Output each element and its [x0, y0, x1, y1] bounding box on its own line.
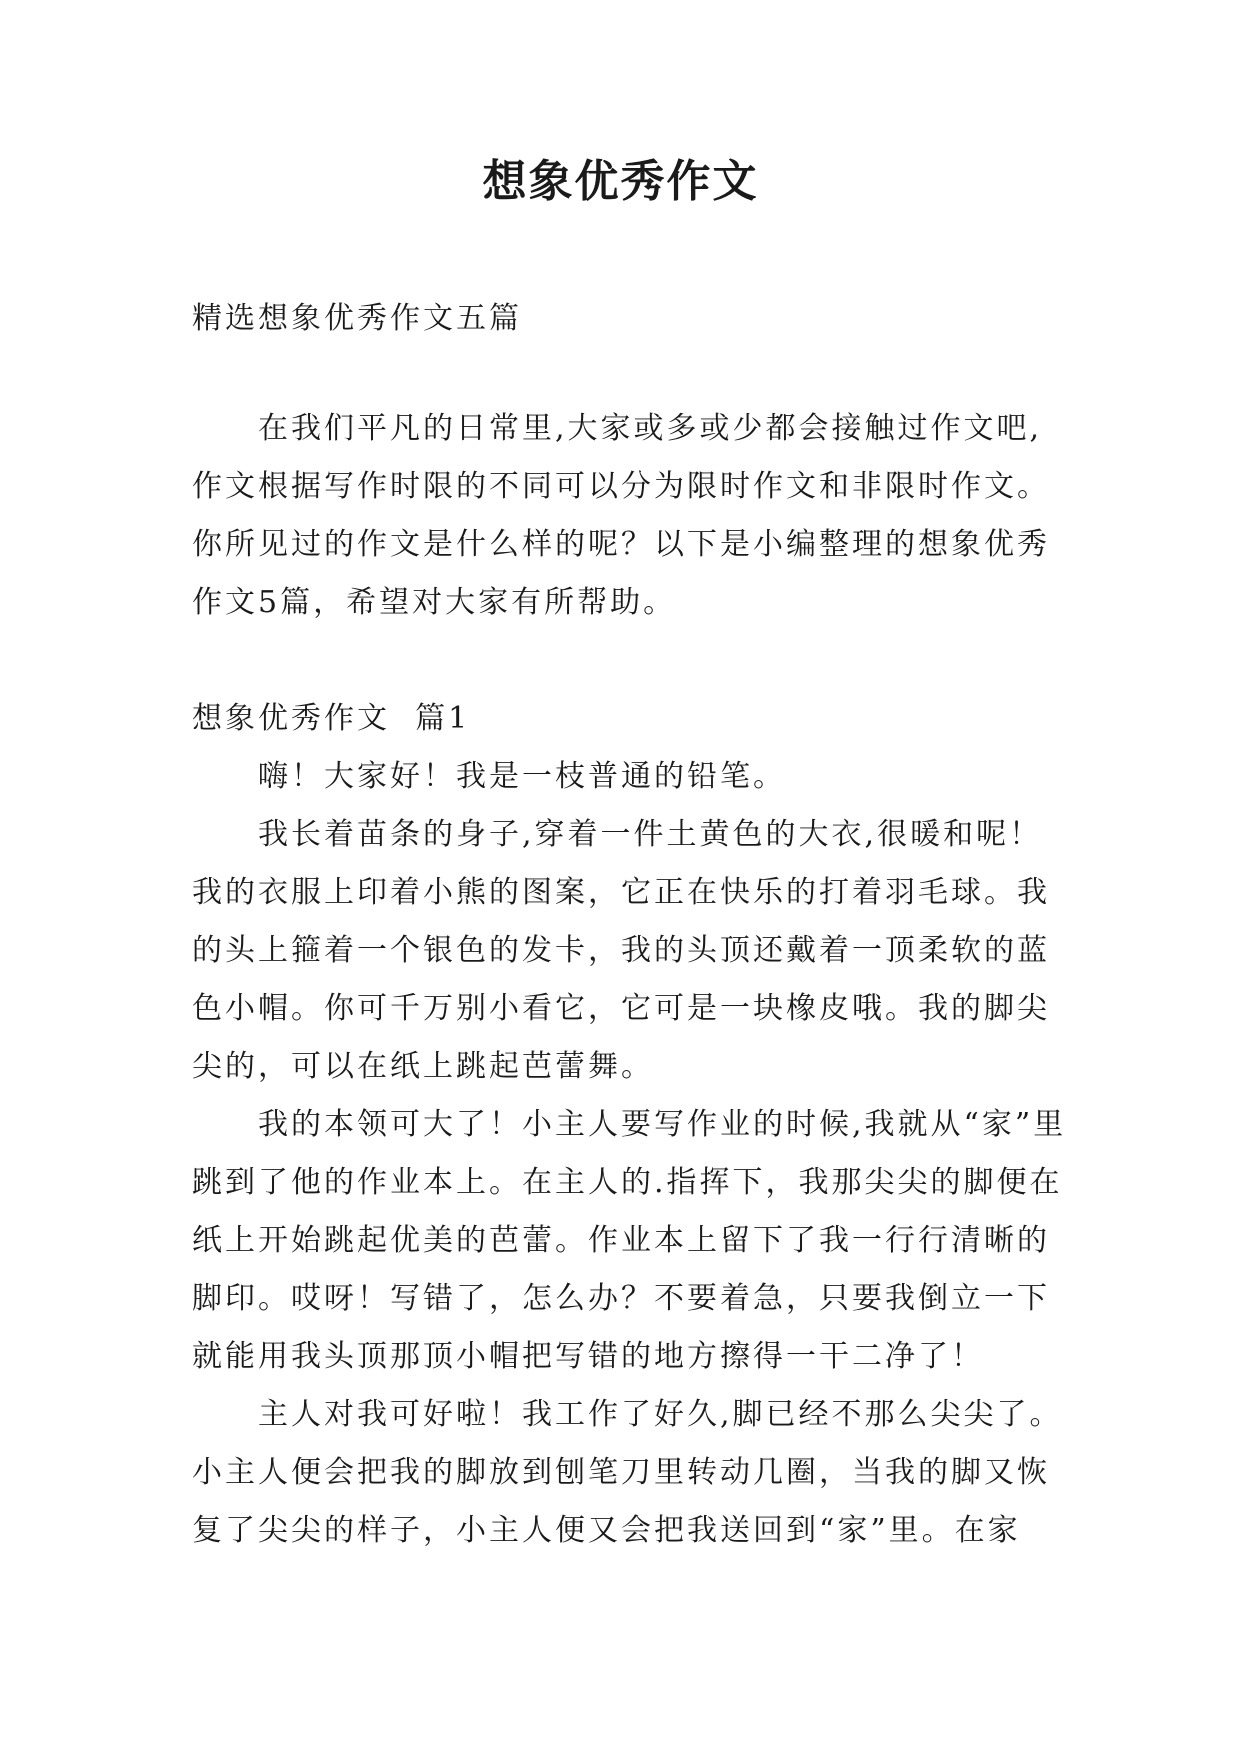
body-paragraph-2: 我长着苗条的身子,穿着一件土黄色的大衣,很暖和呢！我的衣服上印着小熊的图案，它正在快乐的打着羽毛球。我的头上箍着一个银色的发卡，我的头顶还戴着一顶柔软的蓝色小帽。你可千万别小看它，它可是一块橡皮哦。我的脚尖尖的，可以在纸上跳起芭蕾舞。: [192, 817, 1050, 1084]
body-paragraph-4: 主人对我可好啦！我工作了好久,脚已经不那么尖尖了。小主人便会把我的脚放到刨笔刀里转动几圈，当我的脚又恢复了尖尖的样子，小主人便又会把我送回到“家”里。在家: [192, 1397, 1063, 1548]
document-title: 想象优秀作文: [482, 156, 759, 207]
body-paragraph-1: 嗨！大家好！我是一枝普通的铅笔。: [258, 759, 786, 794]
intro-block: [192, 400, 1072, 632]
document-body: [192, 290, 1072, 1560]
body-paragraph-3: 我的本领可大了！小主人要写作业的时候,我就从“家”里跳到了他的作业本上。在主人的.指挥下，我那尖尖的脚便在纸上开始跳起优美的芭蕾。作业本上留下了我一行行清晰的脚印。哎呀！写错了，怎么办？不要着急，只要我倒立一下就能用我头顶那顶小帽把写错的地方擦得一干二净了！: [192, 1107, 1067, 1374]
intro-paragraph: 在我们平凡的日常里,大家或多或少都会接触过作文吧,作文根据写作时限的不同可以分为限时作文和非限时作文。你所见过的作文是什么样的呢？以下是小编整理的想象优秀作文5篇，希望对大家有所帮助。: [192, 411, 1050, 620]
document-subtitle: 精选想象优秀作文五篇: [192, 301, 522, 336]
section-heading: 想象优秀作文 篇1: [192, 701, 471, 736]
